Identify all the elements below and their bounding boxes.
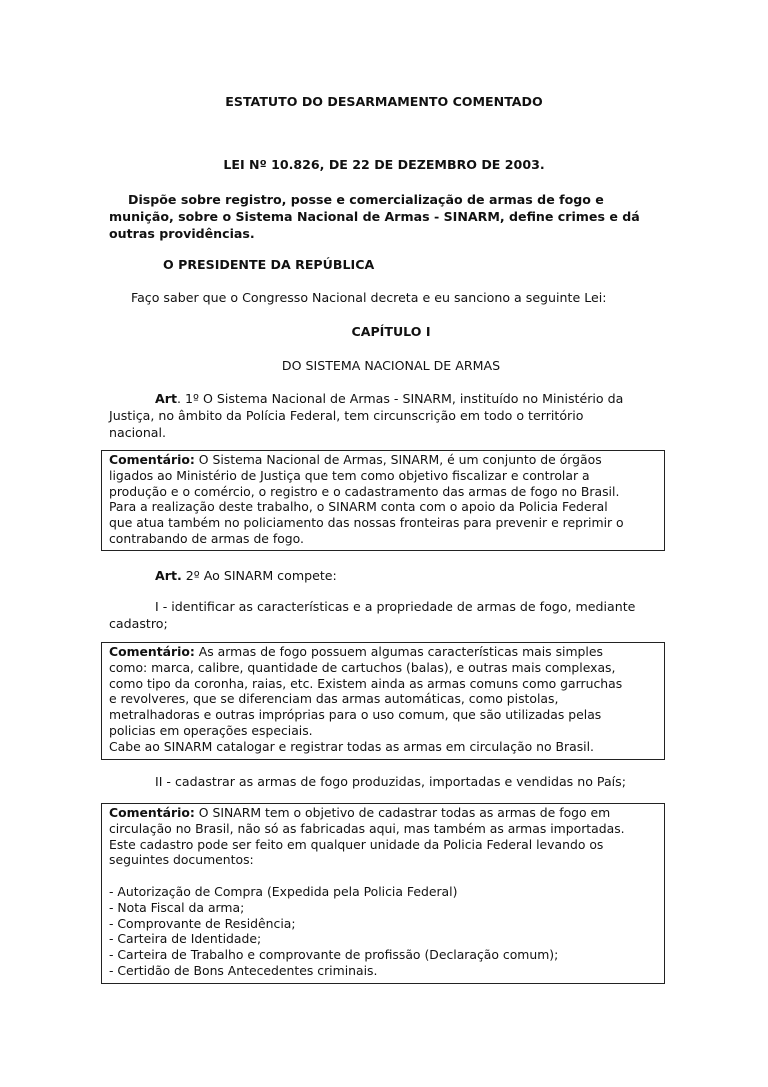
article-1-label: Art (155, 391, 177, 406)
comment-text: O Sistema Nacional de Armas, SINARM, é um conjunto de órgãos (194, 452, 602, 467)
preamble: Faço saber que o Congresso Nacional decreta e eu sanciono a seguinte Lei: (131, 290, 607, 305)
comment-line: seguintes documentos: (109, 852, 254, 868)
ementa-line: munição, sobre o Sistema Nacional de Armas - SINARM, define crimes e dá (109, 209, 640, 224)
president-heading: O PRESIDENTE DA REPÚBLICA (163, 257, 375, 272)
comment-line: circulação no Brasil, não só as fabricadas aqui, mas também as armas importadas. (109, 820, 625, 836)
article-2 (155, 568, 337, 583)
item-1 (109, 598, 635, 632)
comment-line: como tipo da coronha, raias, etc. Existem ainda as armas comuns como garruchas (109, 675, 623, 691)
document-list-item: - Certidão de Bons Antecedentes criminais. (109, 962, 378, 978)
comment-text: As armas de fogo possuem algumas características mais simples (194, 644, 603, 659)
comment-line: como: marca, calibre, quantidade de cartuchos (balas), e outras mais complexas, (109, 659, 616, 675)
ementa-line: outras providências. (109, 226, 255, 241)
document-list-item: - Autorização de Compra (Expedida pela Policia Federal) (109, 883, 458, 899)
document-list-item: - Nota Fiscal da arma; (109, 899, 245, 915)
document-list-item: - Carteira de Trabalho e comprovante de profissão (Declaração comum); (109, 947, 559, 963)
comment-line: Este cadastro pode ser feito em qualquer unidade da Policia Federal levando os (109, 836, 604, 852)
chapter-number: CAPÍTULO I (351, 324, 431, 339)
comment-line: que atua também no policiamento das nossas fronteiras para prevenir e reprimir o (109, 515, 624, 531)
comment-text: O SINARM tem o objetivo de cadastrar todas as armas de fogo em (194, 805, 611, 820)
article-1-line: Justiça, no âmbito da Polícia Federal, tem circunscrição em todo o território (109, 408, 584, 423)
comment-label: Comentário: (109, 452, 195, 467)
item-1-line: I - identificar as características e a propriedade de armas de fogo, mediante (155, 599, 636, 614)
comment-line: ligados ao Ministério de Justiça que tem como objetivo fiscalizar e controlar a (109, 467, 590, 483)
comment-label: Comentário: (109, 805, 195, 820)
article-1-line: nacional. (109, 425, 167, 440)
law-heading: LEI Nº 10.826, DE 22 DE DEZEMBRO DE 2003. (223, 157, 545, 172)
document-list-item: - Comprovante de Residência; (109, 915, 296, 931)
comment-line: metralhadoras e outras impróprias para o uso comum, que são utilizadas pelas (109, 707, 602, 723)
comment-line: contrabando de armas de fogo. (109, 530, 304, 546)
comment-box-1 (101, 450, 665, 551)
ementa-line: Dispõe sobre registro, posse e comercialização de armas de fogo e (128, 192, 604, 207)
article-1 (109, 390, 623, 441)
comment-line: e revolveres, que se diferenciam das armas automáticas, como pistolas, (109, 691, 559, 707)
document-title: ESTATUTO DO DESARMAMENTO COMENTADO (225, 94, 543, 109)
item-2: II - cadastrar as armas de fogo produzidas, importadas e vendidas no País; (155, 774, 626, 789)
comment-line: Para a realização deste trabalho, o SINARM conta com o apoio da Policia Federal (109, 499, 608, 515)
comment-box-2 (101, 642, 665, 760)
comment-box-3 (101, 803, 665, 984)
article-2-label: Art. (155, 568, 182, 583)
ementa (109, 191, 640, 242)
comment-label: Comentário: (109, 644, 195, 659)
comment-line: Cabe ao SINARM catalogar e registrar todas as armas em circulação no Brasil. (109, 738, 594, 754)
comment-line: produção e o comércio, o registro e o cadastramento das armas de fogo no Brasil. (109, 483, 620, 499)
comment-line: policias em operações especiais. (109, 722, 313, 738)
article-2-text: 2º Ao SINARM compete: (181, 568, 337, 583)
item-1-line: cadastro; (109, 616, 168, 631)
article-1-text: . 1º O Sistema Nacional de Armas - SINARM, instituído no Ministério da (176, 391, 624, 406)
chapter-name: DO SISTEMA NACIONAL DE ARMAS (281, 358, 501, 373)
document-list-item: - Carteira de Identidade; (109, 931, 262, 947)
